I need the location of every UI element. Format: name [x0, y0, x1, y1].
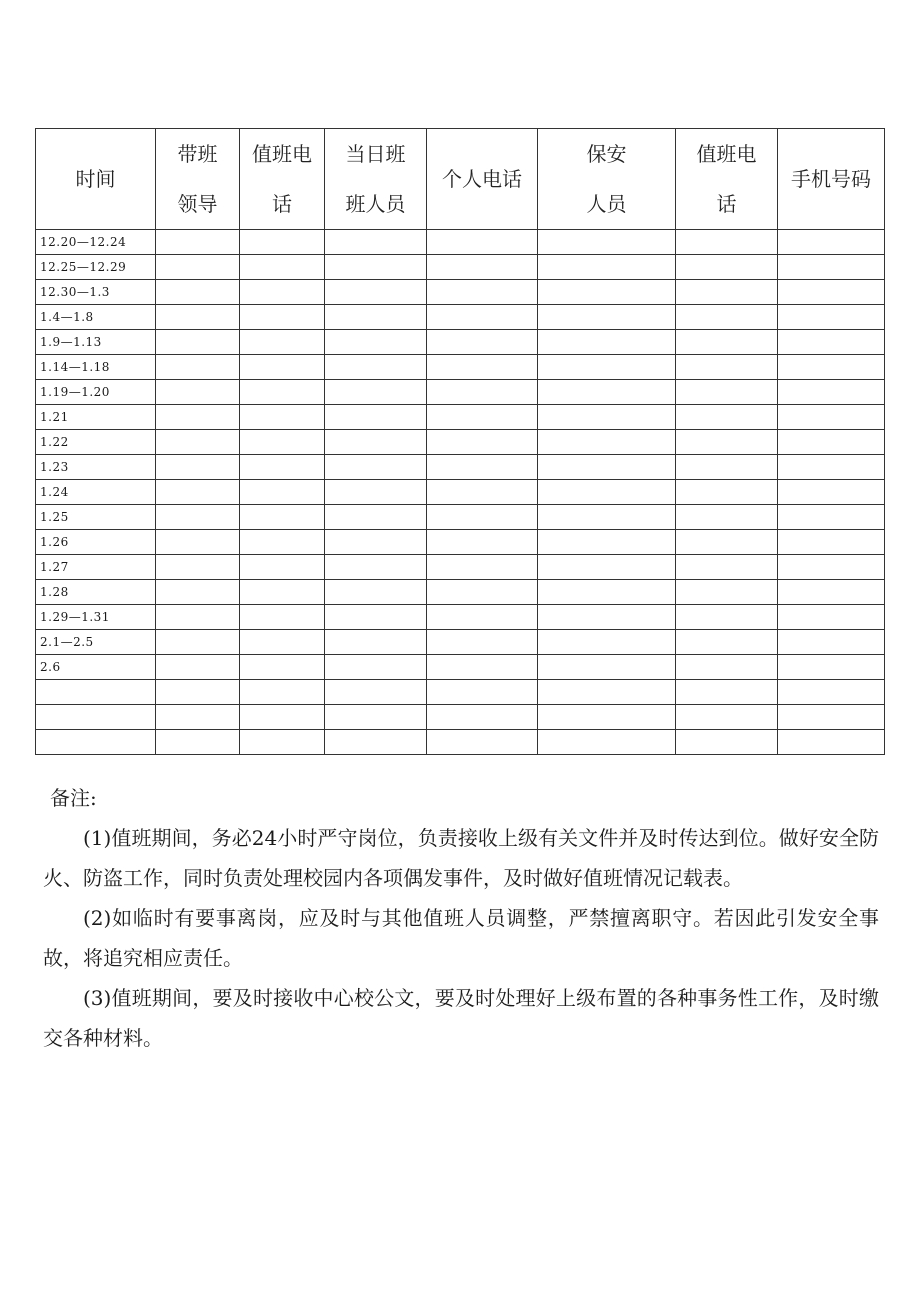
empty-cell[interactable] — [427, 630, 538, 655]
empty-cell[interactable] — [156, 380, 240, 405]
empty-cell[interactable] — [240, 655, 325, 680]
empty-cell[interactable] — [427, 655, 538, 680]
empty-cell[interactable] — [538, 480, 676, 505]
empty-cell[interactable] — [325, 380, 427, 405]
empty-cell[interactable] — [325, 605, 427, 630]
empty-cell[interactable] — [325, 405, 427, 430]
empty-cell[interactable] — [538, 230, 676, 255]
date-range-cell: 1.14—1.18 — [36, 355, 156, 380]
note-item-3: (3)值班期间，要及时接收中心校公文，要及时处理好上级布置的各种事务性工作，及时缴交各种材料。 — [43, 986, 879, 1050]
empty-cell[interactable] — [538, 330, 676, 355]
empty-cell[interactable] — [676, 330, 778, 355]
empty-cell[interactable] — [778, 255, 885, 280]
table-row — [36, 505, 885, 530]
date-range-cell — [36, 705, 156, 730]
empty-cell[interactable] — [427, 705, 538, 730]
empty-cell[interactable] — [676, 705, 778, 730]
empty-cell[interactable] — [427, 580, 538, 605]
empty-cell[interactable] — [156, 605, 240, 630]
empty-cell[interactable] — [240, 255, 325, 280]
empty-cell[interactable] — [240, 380, 325, 405]
table-row — [36, 455, 885, 480]
empty-cell[interactable] — [427, 480, 538, 505]
empty-cell[interactable] — [676, 355, 778, 380]
empty-cell[interactable] — [676, 655, 778, 680]
empty-cell[interactable] — [156, 455, 240, 480]
empty-cell[interactable] — [538, 305, 676, 330]
table-row — [36, 480, 885, 505]
empty-cell[interactable] — [240, 530, 325, 555]
empty-cell[interactable] — [240, 355, 325, 380]
duty-schedule-table — [35, 128, 885, 755]
empty-cell[interactable] — [325, 630, 427, 655]
empty-cell[interactable] — [778, 405, 885, 430]
header-duty-phone: 值班电 话 — [240, 129, 325, 230]
empty-cell[interactable] — [778, 380, 885, 405]
empty-cell[interactable] — [156, 355, 240, 380]
empty-cell[interactable] — [156, 580, 240, 605]
date-range-cell: 2.1—2.5 — [36, 630, 156, 655]
table-row — [36, 330, 885, 355]
date-range-cell: 1.25 — [36, 505, 156, 530]
empty-cell[interactable] — [538, 505, 676, 530]
table-row — [36, 380, 885, 405]
empty-cell[interactable] — [778, 280, 885, 305]
empty-cell[interactable] — [778, 705, 885, 730]
empty-cell[interactable] — [240, 680, 325, 705]
empty-cell[interactable] — [240, 230, 325, 255]
empty-cell[interactable] — [676, 230, 778, 255]
table-row — [36, 680, 885, 705]
empty-cell[interactable] — [778, 655, 885, 680]
table-row — [36, 430, 885, 455]
empty-cell[interactable] — [538, 380, 676, 405]
empty-cell[interactable] — [778, 430, 885, 455]
empty-cell[interactable] — [325, 455, 427, 480]
empty-cell[interactable] — [427, 230, 538, 255]
empty-cell[interactable] — [538, 680, 676, 705]
date-range-cell: 1.9—1.13 — [36, 330, 156, 355]
empty-cell[interactable] — [676, 555, 778, 580]
empty-cell[interactable] — [156, 480, 240, 505]
table-row — [36, 530, 885, 555]
empty-cell[interactable] — [538, 705, 676, 730]
empty-cell[interactable] — [240, 305, 325, 330]
date-range-cell: 1.21 — [36, 405, 156, 430]
empty-cell[interactable] — [538, 655, 676, 680]
empty-cell[interactable] — [676, 305, 778, 330]
empty-cell[interactable] — [778, 355, 885, 380]
empty-cell[interactable] — [156, 255, 240, 280]
empty-cell[interactable] — [676, 430, 778, 455]
empty-cell[interactable] — [538, 555, 676, 580]
empty-cell[interactable] — [427, 430, 538, 455]
empty-cell[interactable] — [156, 280, 240, 305]
empty-cell[interactable] — [427, 280, 538, 305]
date-range-cell: 2.6 — [36, 655, 156, 680]
empty-cell[interactable] — [156, 505, 240, 530]
note-item-1: (1)值班期间，务必24小时严守岗位，负责接收上级有关文件并及时传达到位。做好安全防火、防盗工作，同时负责处理校园内各项偶发事件，及时做好值班情况记载表。 — [43, 826, 879, 890]
notes-section — [43, 778, 879, 1058]
empty-cell[interactable] — [240, 605, 325, 630]
empty-cell[interactable] — [538, 455, 676, 480]
date-range-cell — [36, 680, 156, 705]
empty-cell[interactable] — [240, 705, 325, 730]
empty-cell[interactable] — [325, 555, 427, 580]
header-personal-phone: 个人电话 — [427, 129, 538, 230]
header-shift-leader: 带班 领导 — [156, 129, 240, 230]
empty-cell[interactable] — [240, 580, 325, 605]
table-row — [36, 405, 885, 430]
empty-cell[interactable] — [538, 605, 676, 630]
empty-cell[interactable] — [325, 530, 427, 555]
date-range-cell: 12.20—12.24 — [36, 230, 156, 255]
empty-cell[interactable] — [240, 430, 325, 455]
empty-cell[interactable] — [427, 380, 538, 405]
empty-cell[interactable] — [156, 230, 240, 255]
empty-cell[interactable] — [538, 580, 676, 605]
table-row — [36, 730, 885, 755]
empty-cell[interactable] — [538, 280, 676, 305]
empty-cell[interactable] — [778, 605, 885, 630]
empty-cell[interactable] — [240, 555, 325, 580]
empty-cell[interactable] — [427, 555, 538, 580]
empty-cell[interactable] — [538, 355, 676, 380]
empty-cell[interactable] — [778, 505, 885, 530]
empty-cell[interactable] — [156, 730, 240, 755]
empty-cell[interactable] — [240, 480, 325, 505]
empty-cell[interactable] — [778, 680, 885, 705]
header-time: 时间 — [36, 129, 156, 230]
empty-cell[interactable] — [325, 580, 427, 605]
empty-cell[interactable] — [325, 730, 427, 755]
empty-cell[interactable] — [427, 330, 538, 355]
empty-cell[interactable] — [676, 255, 778, 280]
empty-cell[interactable] — [778, 455, 885, 480]
empty-cell[interactable] — [325, 280, 427, 305]
empty-cell[interactable] — [325, 680, 427, 705]
empty-cell[interactable] — [778, 305, 885, 330]
empty-cell[interactable] — [676, 505, 778, 530]
empty-cell[interactable] — [156, 680, 240, 705]
table-row — [36, 230, 885, 255]
notes-label: 备注: — [50, 786, 97, 810]
empty-cell[interactable] — [427, 680, 538, 705]
table-row — [36, 605, 885, 630]
header-mobile-number: 手机号码 — [778, 129, 885, 230]
table-row — [36, 555, 885, 580]
empty-cell[interactable] — [240, 730, 325, 755]
empty-cell[interactable] — [156, 405, 240, 430]
empty-cell[interactable] — [427, 530, 538, 555]
empty-cell[interactable] — [240, 405, 325, 430]
table-row — [36, 255, 885, 280]
header-security-staff: 保安 人员 — [538, 129, 676, 230]
empty-cell[interactable] — [156, 530, 240, 555]
date-range-cell: 1.29—1.31 — [36, 605, 156, 630]
table-body — [36, 230, 885, 755]
table-row — [36, 280, 885, 305]
empty-cell[interactable] — [538, 430, 676, 455]
empty-cell[interactable] — [676, 455, 778, 480]
table-row — [36, 355, 885, 380]
empty-cell[interactable] — [778, 330, 885, 355]
empty-cell[interactable] — [325, 305, 427, 330]
empty-cell[interactable] — [156, 430, 240, 455]
empty-cell[interactable] — [427, 305, 538, 330]
empty-cell[interactable] — [240, 455, 325, 480]
table-row — [36, 630, 885, 655]
empty-cell[interactable] — [676, 405, 778, 430]
empty-cell[interactable] — [156, 630, 240, 655]
empty-cell[interactable] — [676, 680, 778, 705]
empty-cell[interactable] — [427, 455, 538, 480]
empty-cell[interactable] — [156, 705, 240, 730]
empty-cell[interactable] — [325, 655, 427, 680]
empty-cell[interactable] — [240, 505, 325, 530]
empty-cell[interactable] — [325, 255, 427, 280]
date-range-cell — [36, 730, 156, 755]
empty-cell[interactable] — [676, 380, 778, 405]
date-range-cell: 1.27 — [36, 555, 156, 580]
date-range-cell: 12.30—1.3 — [36, 280, 156, 305]
empty-cell[interactable] — [325, 480, 427, 505]
date-range-cell: 1.24 — [36, 480, 156, 505]
empty-cell[interactable] — [676, 630, 778, 655]
empty-cell[interactable] — [427, 355, 538, 380]
date-range-cell: 1.28 — [36, 580, 156, 605]
empty-cell[interactable] — [538, 530, 676, 555]
empty-cell[interactable] — [778, 730, 885, 755]
empty-cell[interactable] — [325, 355, 427, 380]
empty-cell[interactable] — [427, 255, 538, 280]
empty-cell[interactable] — [676, 605, 778, 630]
table-row — [36, 580, 885, 605]
empty-cell[interactable] — [538, 730, 676, 755]
date-range-cell: 12.25—12.29 — [36, 255, 156, 280]
table-row — [36, 305, 885, 330]
table-header-row — [36, 129, 885, 230]
empty-cell[interactable] — [778, 480, 885, 505]
date-range-cell: 1.19—1.20 — [36, 380, 156, 405]
date-range-cell: 1.23 — [36, 455, 156, 480]
empty-cell[interactable] — [427, 505, 538, 530]
note-item-2: (2)如临时有要事离岗，应及时与其他值班人员调整，严禁擅离职守。若因此引发安全事故，将追究相应责任。 — [43, 906, 879, 970]
empty-cell[interactable] — [676, 530, 778, 555]
empty-cell[interactable] — [778, 230, 885, 255]
empty-cell[interactable] — [427, 405, 538, 430]
empty-cell[interactable] — [778, 630, 885, 655]
date-range-cell: 1.4—1.8 — [36, 305, 156, 330]
empty-cell[interactable] — [538, 630, 676, 655]
empty-cell[interactable] — [676, 480, 778, 505]
empty-cell[interactable] — [538, 255, 676, 280]
date-range-cell: 1.22 — [36, 430, 156, 455]
empty-cell[interactable] — [325, 430, 427, 455]
date-range-cell: 1.26 — [36, 530, 156, 555]
empty-cell[interactable] — [156, 655, 240, 680]
empty-cell[interactable] — [156, 305, 240, 330]
empty-cell[interactable] — [427, 730, 538, 755]
empty-cell[interactable] — [325, 505, 427, 530]
empty-cell[interactable] — [325, 230, 427, 255]
empty-cell[interactable] — [240, 330, 325, 355]
empty-cell[interactable] — [240, 630, 325, 655]
empty-cell[interactable] — [778, 555, 885, 580]
empty-cell[interactable] — [156, 555, 240, 580]
empty-cell[interactable] — [538, 405, 676, 430]
empty-cell[interactable] — [427, 605, 538, 630]
empty-cell[interactable] — [676, 730, 778, 755]
empty-cell[interactable] — [325, 705, 427, 730]
table-row — [36, 655, 885, 680]
header-on-duty-staff: 当日班 班人员 — [325, 129, 427, 230]
empty-cell[interactable] — [676, 580, 778, 605]
empty-cell[interactable] — [676, 280, 778, 305]
empty-cell[interactable] — [325, 330, 427, 355]
empty-cell[interactable] — [240, 280, 325, 305]
empty-cell[interactable] — [778, 530, 885, 555]
header-security-duty-phone: 值班电 话 — [676, 129, 778, 230]
table-row — [36, 705, 885, 730]
empty-cell[interactable] — [778, 580, 885, 605]
empty-cell[interactable] — [156, 330, 240, 355]
